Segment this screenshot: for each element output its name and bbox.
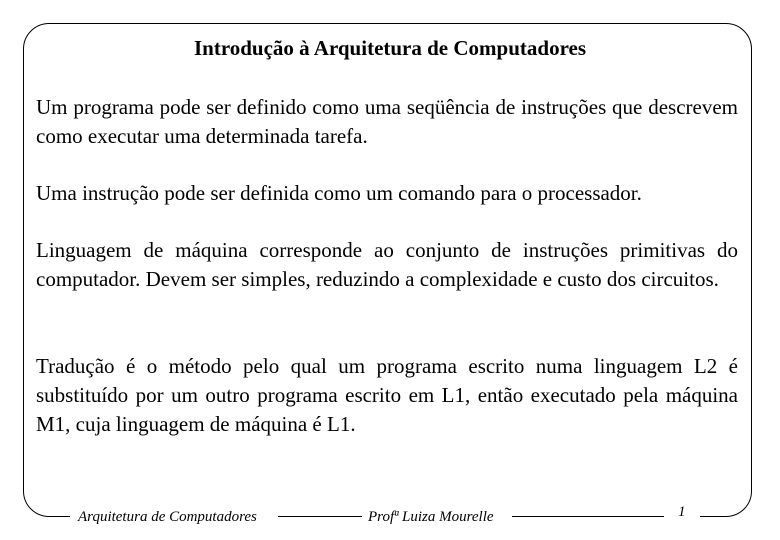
paragraph-machine-language: Linguagem de máquina corresponde ao conjunto de instruções primitivas do computador. Devem ser simples, reduzindo a complexidade e custo dos circuitos.: [36, 238, 738, 291]
footer-course: Arquitetura de Computadores: [78, 509, 257, 525]
paragraph-translation: Tradução é o método pelo qual um programa escrito numa linguagem L2 é substituído por um outro programa escrito em L1, então executado pela máquina M1, cuja linguagem de máquina é L1.: [36, 354, 738, 436]
page-number: 1: [678, 504, 686, 520]
paragraph-instruction-definition: Uma instrução pode ser definida como um comando para o processador.: [36, 181, 642, 205]
footer-author: Profª Luiza Mourelle: [368, 509, 494, 525]
paragraph-program-definition: Um programa pode ser definido como uma seqüência de instruções que descrevem como executar uma determinada tarefa.: [36, 95, 738, 148]
slide-title: Introdução à Arquitetura de Computadores: [193, 36, 587, 60]
